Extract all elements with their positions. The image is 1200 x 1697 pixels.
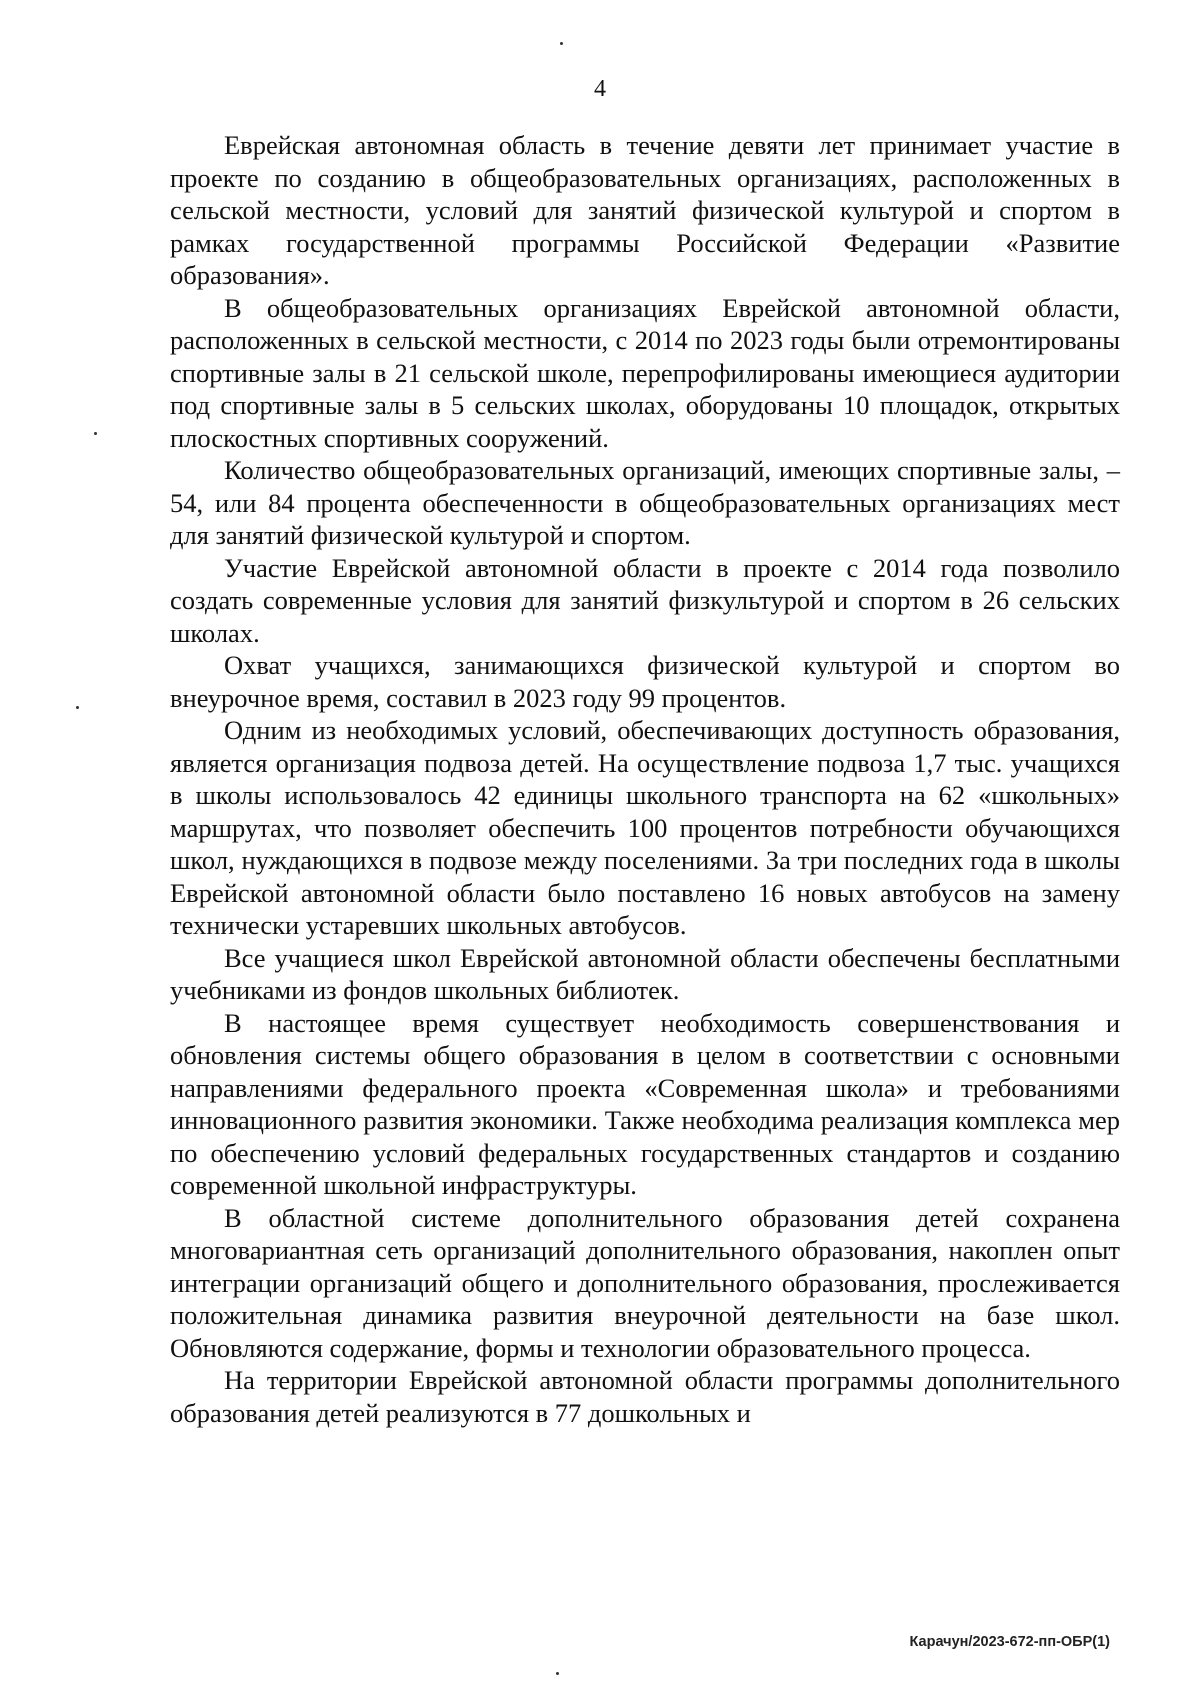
paragraph-1: Еврейская автономная область в течение девяти лет принимает участие в проекте по созданию в общеобразовательных организациях, расположенных в сельской местности, условий для занятий физической культурой и спортом в рамках государственной программы Российской Федерации «Развитие образования». bbox=[170, 130, 1120, 290]
scan-speck bbox=[94, 432, 97, 435]
document-registration-code: Карачун/2023-672-пп-ОБР(1) bbox=[909, 1634, 1110, 1650]
paragraph-4: Участие Еврейской автономной области в проекте с 2014 года позволило создать современные условия для занятий физкультурой и спортом в 26 сельских школах. bbox=[170, 552, 1120, 648]
paragraph-3: Количество общеобразовательных организаций, имеющих спортивные залы, – 54, или 84 процента обеспеченности в общеобразовательных организациях мест для занятий физической культурой и спортом. bbox=[170, 455, 1120, 550]
scan-speck bbox=[556, 1672, 559, 1675]
paragraph-5: Охват учащихся, занимающихся физической культурой и спортом во внеурочное время, составил в 2023 году 99 процентов. bbox=[170, 650, 1120, 713]
page-number: 4 bbox=[594, 76, 606, 102]
paragraph-2: В общеобразовательных организациях Еврейской автономной области, расположенных в сельской местности, с 2014 по 2023 годы были отремонтированы спортивные залы в 21 сельской школе, перепрофилированы имеющиеся аудитории под спортивные залы в 5 сельских школах, оборудованы 10 площадок, открытых плоскостных спортивных сооружений. bbox=[170, 292, 1120, 453]
paragraph-7: Все учащиеся школ Еврейской автономной области обеспечены бесплатными учебниками из фондов школьных библиотек. bbox=[170, 942, 1120, 1005]
paragraph-10: На территории Еврейской автономной области программы дополнительного образования детей реализуются в 77 дошкольных и bbox=[170, 1365, 1120, 1428]
scan-speck bbox=[560, 42, 563, 45]
document-body bbox=[170, 129, 1120, 1429]
scan-speck bbox=[76, 706, 79, 709]
paragraph-9: В областной системе дополнительного образования детей сохранена многовариантная сеть организаций дополнительного образования, накоплен опыт интеграции организаций общего и дополнительного образования, прослеживается положительная динамика развития внеурочной деятельности на базе школ. Обновляются содержание, формы и технологии образовательного процесса. bbox=[170, 1202, 1120, 1363]
paragraph-6: Одним из необходимых условий, обеспечивающих доступность образования, является организация подвоза детей. На осуществление подвоза 1,7 тыс. учащихся в школы использовалось 42 единицы школьного транспорта на 62 «школьных» маршрутах, что позволяет обеспечить 100 процентов потребности обучающихся школ, нуждающихся в подвозе между поселениями. За три последних года в школы Еврейской автономной области было поставлено 16 новых автобусов на замену технически устаревших школьных автобусов. bbox=[170, 715, 1120, 940]
paragraph-8: В настоящее время существует необходимость совершенствования и обновления системы общего образования в целом в соответствии с основными направлениями федерального проекта «Современная школа» и требованиями инновационного развития экономики. Также необходима реализация комплекса мер по обеспечению условий федеральных государственных стандартов и созданию современной школьной инфраструктуры. bbox=[170, 1007, 1120, 1200]
